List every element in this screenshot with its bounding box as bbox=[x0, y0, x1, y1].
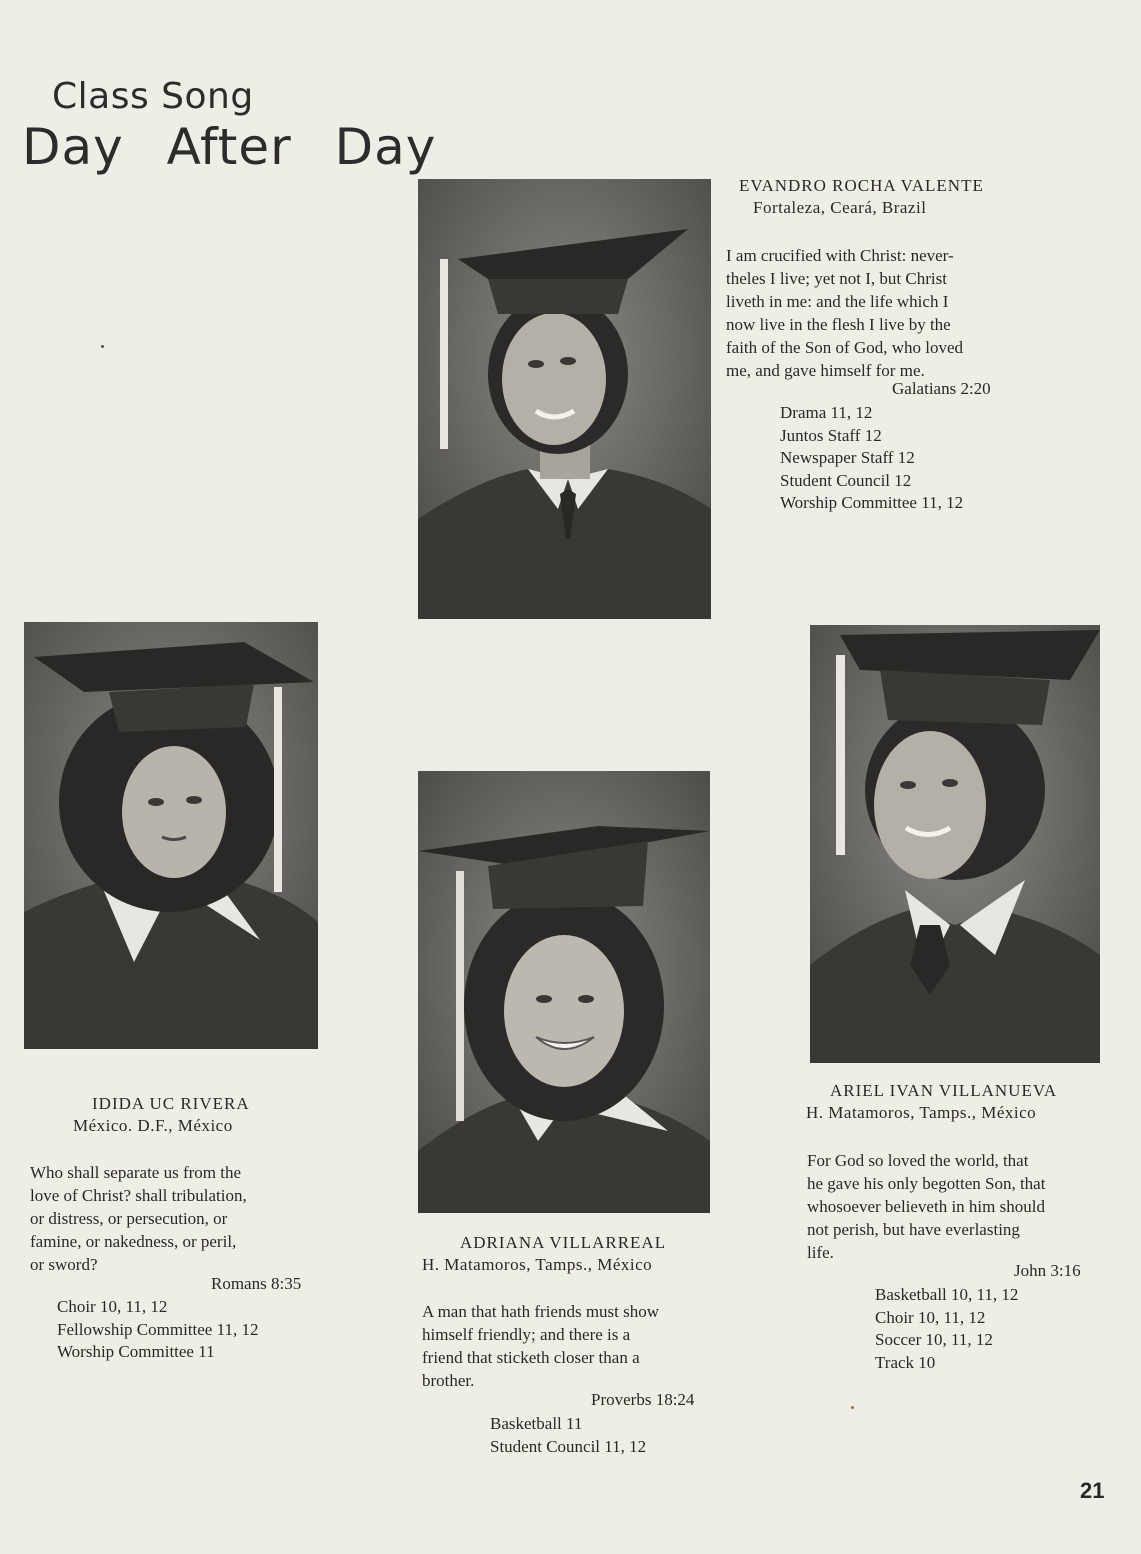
activity-item: Juntos Staff 12 bbox=[780, 425, 882, 445]
activity-list bbox=[490, 1413, 646, 1458]
activity-item: Worship Committee 11, 12 bbox=[780, 493, 964, 512]
verse-line: love of Christ? shall tribulation, bbox=[30, 1186, 247, 1205]
student-name: ARIEL IVAN VILLANUEVA bbox=[830, 1081, 1058, 1100]
section-subtitle: Class Song bbox=[52, 76, 254, 117]
verse-line: he gave his only begotten Son, that bbox=[807, 1174, 1046, 1193]
verse-line: me, and gave himself for me. bbox=[726, 361, 925, 380]
activity-item: Student Council 11, 12 bbox=[490, 1436, 647, 1456]
verse-reference: Galatians 2:20 bbox=[892, 379, 991, 398]
verse-line: or sword? bbox=[30, 1255, 98, 1274]
activity-item: Basketball 10, 11, 12 bbox=[875, 1285, 1019, 1304]
verse-reference: John 3:16 bbox=[1014, 1261, 1081, 1280]
activity-item: Worship Committee 11 bbox=[57, 1342, 215, 1361]
activity-item: Student Council 12 bbox=[780, 470, 912, 490]
verse-line: famine, or nakedness, or peril, bbox=[30, 1232, 237, 1251]
student-verse bbox=[30, 1161, 247, 1276]
portrait-photo-ariel bbox=[810, 625, 1100, 1063]
activity-list bbox=[57, 1296, 258, 1364]
student-verse bbox=[422, 1300, 659, 1392]
student-hometown: H. Matamoros, Tamps., México bbox=[422, 1255, 653, 1274]
activity-item: Soccer 10, 11, 12 bbox=[875, 1330, 993, 1349]
paper-speck bbox=[851, 1406, 854, 1409]
activity-item: Newspaper Staff 12 bbox=[780, 448, 915, 467]
paper-speck bbox=[101, 345, 104, 348]
verse-line: faith of the Son of God, who loved bbox=[726, 338, 964, 357]
verse-line: now live in the flesh I live by the bbox=[726, 315, 951, 334]
student-name: EVANDRO ROCHA VALENTE bbox=[739, 176, 984, 195]
student-verse bbox=[807, 1149, 1045, 1264]
portrait-photo-adriana bbox=[418, 771, 710, 1213]
section-title: Day After Day bbox=[22, 118, 437, 176]
activity-item: Basketball 11 bbox=[490, 1414, 583, 1433]
student-hometown: México. D.F., México bbox=[73, 1116, 233, 1135]
verse-reference: Romans 8:35 bbox=[211, 1274, 302, 1293]
verse-line: or distress, or persecution, or bbox=[30, 1209, 228, 1228]
activity-item: Track 10 bbox=[875, 1352, 936, 1372]
page-number: 21 bbox=[1080, 1478, 1105, 1503]
activity-list bbox=[875, 1284, 1018, 1374]
verse-line: Who shall separate us from the bbox=[30, 1163, 242, 1182]
student-verse bbox=[726, 244, 963, 382]
student-hometown: Fortaleza, Ceará, Brazil bbox=[753, 198, 927, 217]
activity-list bbox=[780, 402, 963, 515]
verse-line: whosoever believeth in him should bbox=[807, 1197, 1045, 1216]
verse-reference: Proverbs 18:24 bbox=[591, 1390, 695, 1409]
portrait-photo-idida bbox=[24, 622, 318, 1049]
student-hometown: H. Matamoros, Tamps., México bbox=[806, 1103, 1037, 1122]
student-name: IDIDA UC RIVERA bbox=[92, 1094, 250, 1113]
verse-line: not perish, but have everlasting bbox=[807, 1220, 1020, 1239]
verse-line: For God so loved the world, that bbox=[807, 1151, 1029, 1170]
portrait-photo-evandro bbox=[418, 179, 711, 619]
verse-line: liveth in me: and the life which I bbox=[726, 292, 949, 311]
activity-item: Drama 11, 12 bbox=[780, 403, 873, 422]
verse-line: himself friendly; and there is a bbox=[422, 1325, 631, 1344]
verse-line: theles I live; yet not I, but Christ bbox=[726, 269, 947, 288]
verse-line: life. bbox=[807, 1243, 834, 1262]
verse-line: A man that hath friends must show bbox=[422, 1302, 660, 1321]
verse-line: friend that sticketh closer than a bbox=[422, 1348, 640, 1367]
activity-item: Choir 10, 11, 12 bbox=[57, 1297, 168, 1316]
activity-item: Choir 10, 11, 12 bbox=[875, 1307, 986, 1327]
verse-line: brother. bbox=[422, 1371, 475, 1390]
verse-line: I am crucified with Christ: never- bbox=[726, 246, 954, 265]
student-name: ADRIANA VILLARREAL bbox=[460, 1233, 667, 1252]
activity-item: Fellowship Committee 11, 12 bbox=[57, 1319, 259, 1339]
